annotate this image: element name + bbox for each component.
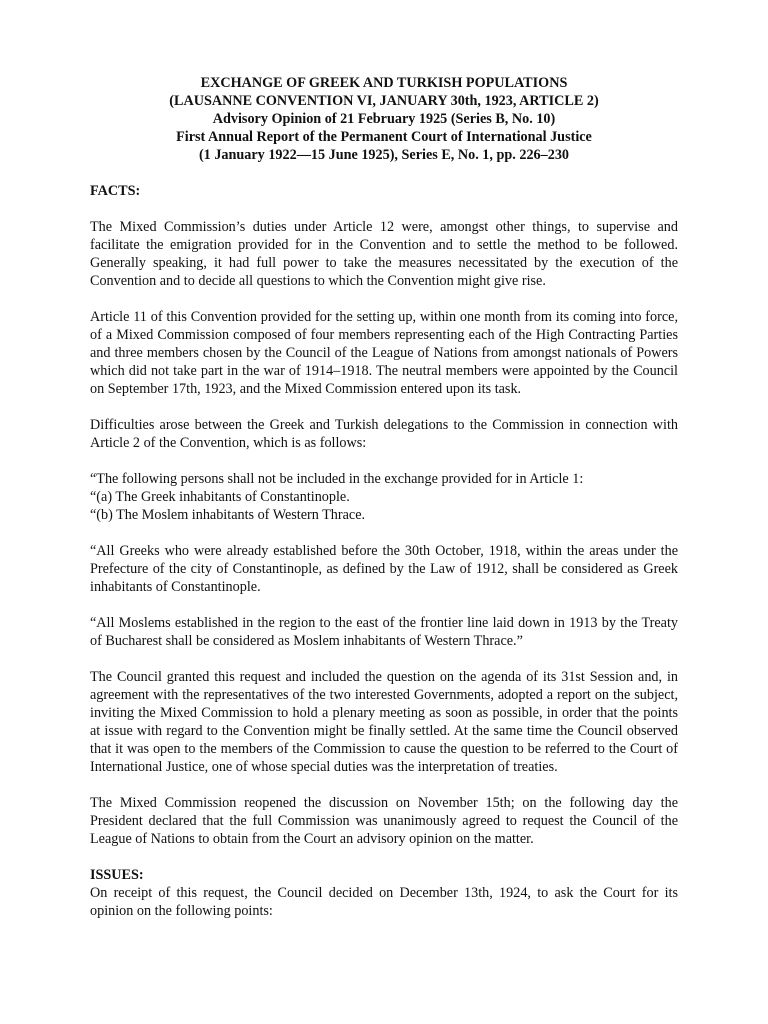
article-2-quote <box>90 470 678 524</box>
facts-paragraph-6: The Council granted this request and included the question on the agenda of its 31st Session and, in agreement with the representatives of the two interested Governments, adopted a report on the subject, inviting the Mixed Commission to hold a plenary meeting as soon as possible, in order that the points at issue with regard to the Convention might be finally settled. At the same time the Council observed that it was open to the members of the Commission to cause the question to be referred to the Court of International Justice, one of whose special duties was the interpretation of treaties. <box>90 669 678 775</box>
issues-paragraph-1: On receipt of this request, the Council decided on December 13th, 1924, to ask the Court for its opinion on the following points: <box>90 885 678 919</box>
quote-line-1: “The following persons shall not be included in the exchange provided for in Article 1: <box>90 471 584 487</box>
quote-line-2: “(a) The Greek inhabitants of Constantinople. <box>90 489 350 505</box>
facts-paragraph-3: Difficulties arose between the Greek and Turkish delegations to the Commission in connection with Article 2 of the Convention, which is as follows: <box>90 417 678 451</box>
title-line-4: First Annual Report of the Permanent Court of International Justice <box>176 129 592 145</box>
facts-paragraph-5: “All Moslems established in the region to the east of the frontier line laid down in 1913 by the Treaty of Bucharest shall be considered as Moslem inhabitants of Western Thrace.” <box>90 615 678 649</box>
facts-paragraph-1: The Mixed Commission’s duties under Article 12 were, amongst other things, to supervise and facilitate the emigration provided for in the Convention and to settle the method to be followed. Generally speaking, it had full power to take the measures necessitated by the execution of the Convention and to decide all questions to which the Convention might give rise. <box>90 219 678 289</box>
facts-paragraph-4: “All Greeks who were already established before the 30th October, 1918, within the areas under the Prefecture of the city of Constantinople, as defined by the Law of 1912, shall be considered as Greek inhabitants of Constantinople. <box>90 543 678 595</box>
title-line-2: (LAUSANNE CONVENTION VI, JANUARY 30th, 1923, ARTICLE 2) <box>169 93 599 109</box>
issues-heading: ISSUES: <box>90 867 144 883</box>
document-page <box>90 74 678 920</box>
document-title <box>90 74 678 164</box>
title-line-5: (1 January 1922—15 June 1925), Series E, No. 1, pp. 226–230 <box>198 147 570 163</box>
title-line-3: Advisory Opinion of 21 February 1925 (Series B, No. 10) <box>212 111 556 127</box>
facts-heading: FACTS: <box>90 183 141 199</box>
quote-line-3: “(b) The Moslem inhabitants of Western Thrace. <box>90 507 366 523</box>
title-line-1: EXCHANGE OF GREEK AND TURKISH POPULATIONS <box>200 75 568 91</box>
facts-paragraph-7: The Mixed Commission reopened the discussion on November 15th; on the following day the President declared that the full Commission was unanimously agreed to request the Council of the League of Nations to obtain from the Court an advisory opinion on the matter. <box>90 795 678 847</box>
facts-paragraph-2: Article 11 of this Convention provided for the setting up, within one month from its coming into force, of a Mixed Commission composed of four members representing each of the High Contracting Parties and three members chosen by the Council of the League of Nations from amongst nationals of Powers which did not take part in the war of 1914–1918. The neutral members were appointed by the Council on September 17th, 1923, and the Mixed Commission entered upon its task. <box>90 309 678 397</box>
